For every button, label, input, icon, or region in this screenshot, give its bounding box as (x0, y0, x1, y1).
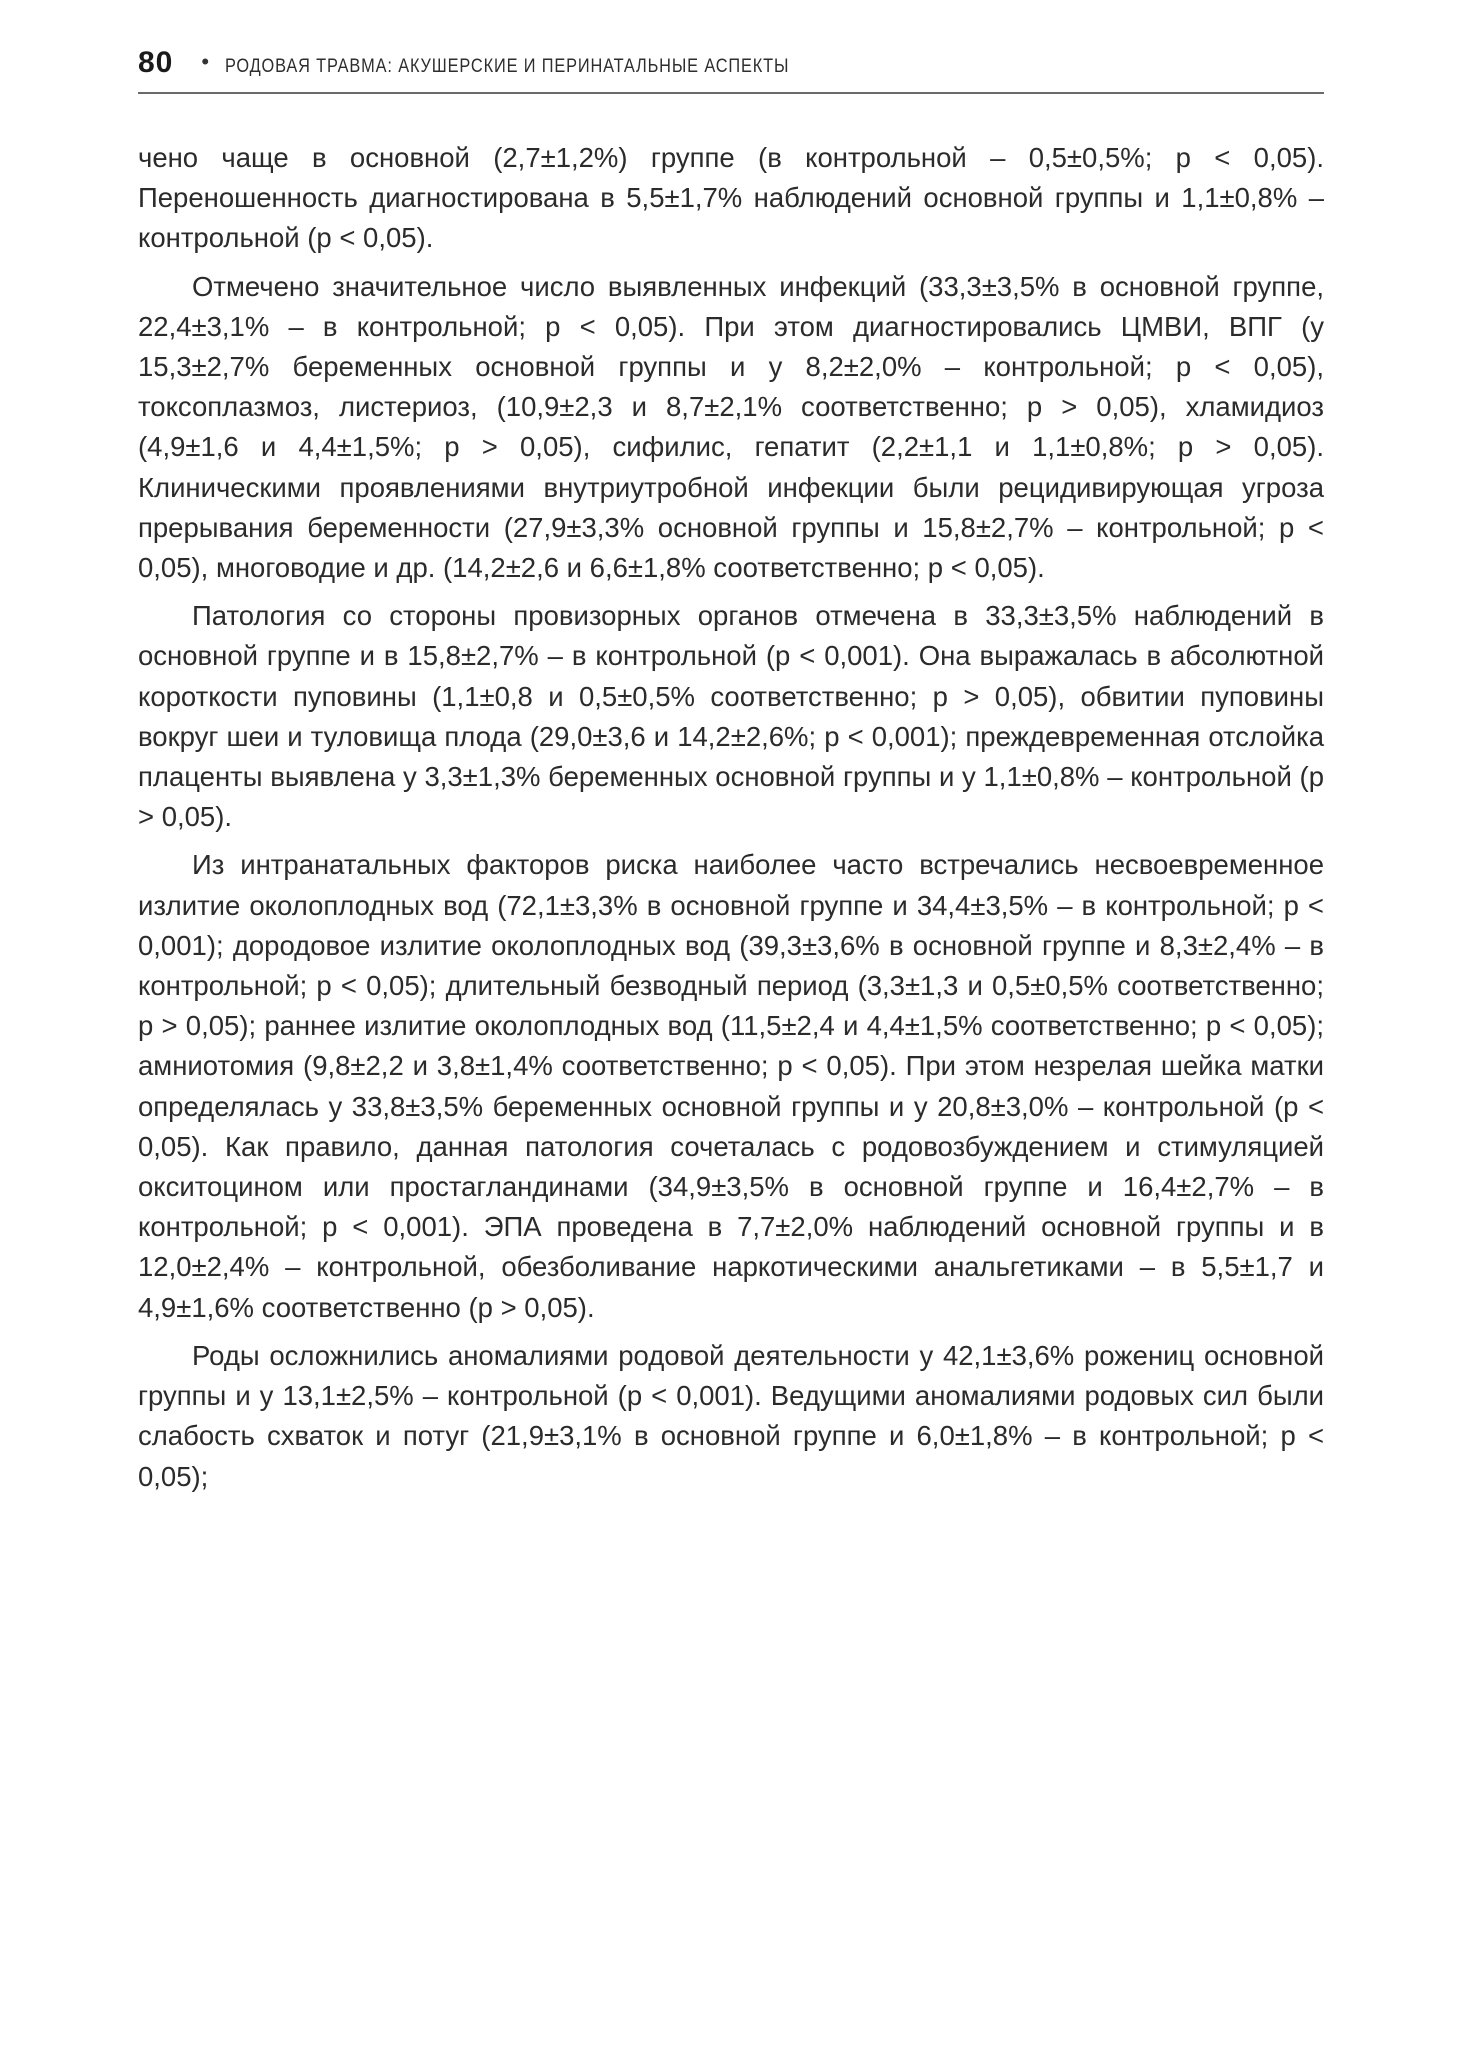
paragraph: чено чаще в основной (2,7±1,2%) группе (в контрольной – 0,5±0,5%; p < 0,05). Переношенность диагностирована в 5,5±1,7% наблюдений основной группы и 1,1±0,8% – контрольной (p < 0,05). (138, 142, 1324, 254)
paragraph: Роды осложнились аномалиями родовой деятельности у 42,1±3,6% рожениц основной группы и у 13,1±2,5% – контрольной (p < 0,001). Ведущими аномалиями родовых сил были слабость схваток и потуг (21,9±3,1% в основной группе и 6,0±1,8% – в контрольной; p < 0,05); (138, 1339, 1324, 1492)
header-bullet: • (201, 49, 210, 74)
paragraph: Патология со стороны провизорных органов отмечена в 33,3±3,5% наблюдений в основной группе и в 15,8±2,7% – в контрольной (p < 0,001). Она выражалась в абсолютной короткости пуповины (1,1±0,8 и 0,5±0,5% соответственно; p > 0,05), обвитии пуповины вокруг шеи и туловища плода (29,0±3,6 и 14,2±2,6%; p < 0,001); преждевременная отслойка плаценты выявлена у 3,3±1,3% беременных основной группы и у 1,1±0,8% – контрольной (p > 0,05). (138, 600, 1324, 833)
body-text (138, 138, 1324, 1505)
paragraph: Отмечено значительное число выявленных инфекций (33,3±3,5% в основной группе, 22,4±3,1% – в контрольной; p < 0,05). При этом диагностировались ЦМВИ, ВПГ (у 15,3±2,7% беременных основной группы и у 8,2±2,0% – контрольной; p < 0,05), токсоплазмоз, листериоз, (10,9±2,3 и 8,7±2,1% соответственно; p > 0,05), хламидиоз (4,9±1,6 и 4,4±1,5%; p > 0,05), сифилис, гепатит (2,2±1,1 и 1,1±0,8%; p > 0,05). Клиническими проявлениями внутриутробной инфекции были рецидивирующая угроза прерывания беременности (27,9±3,3% основной группы и 15,8±2,7% – контрольной; p < 0,05), многоводие и др. (14,2±2,6 и 6,6±1,8% соответственно; p < 0,05). (138, 270, 1324, 584)
page-number: 80 (138, 46, 174, 79)
running-title: РОДОВАЯ ТРАВМА: АКУШЕРСКИЕ И ПЕРИНАТАЛЬНЫЕ АСПЕКТЫ (225, 56, 790, 77)
paragraph: Из интранатальных факторов риска наиболее часто встречались несвоевременное излитие околоплодных вод (72,1±3,3% в основной группе и 34,4±3,5% – в контрольной; p < 0,001); дородовое излитие околоплодных вод (39,3±3,6% в основной группе и 8,3±2,4% – в контрольной; p < 0,05); длительный безводный период (3,3±1,3 и 0,5±0,5% соответственно; p > 0,05); раннее излитие околоплодных вод (11,5±2,4 и 4,4±1,5% соответственно; p < 0,05); амниотомия (9,8±2,2 и 3,8±1,4% соответственно; p < 0,05). При этом незрелая шейка матки определялась у 33,8±3,5% беременных основной группы и у 20,8±3,0% – контрольной (p < 0,05). Как правило, данная патология сочеталась с родовозбуждением и стимуляцией окситоцином или простагландинами (34,9±3,5% в основной группе и 16,4±2,7% – в контрольной; p < 0,001). ЭПА проведена в 7,7±2,0% наблюдений основной группы и в 12,0±2,4% – контрольной, обезболивание наркотическими анальгетиками – в 5,5±1,7 и 4,9±1,6% соответственно (p > 0,05). (138, 849, 1324, 1323)
header-rule (138, 92, 1324, 94)
page-header (138, 46, 1324, 90)
